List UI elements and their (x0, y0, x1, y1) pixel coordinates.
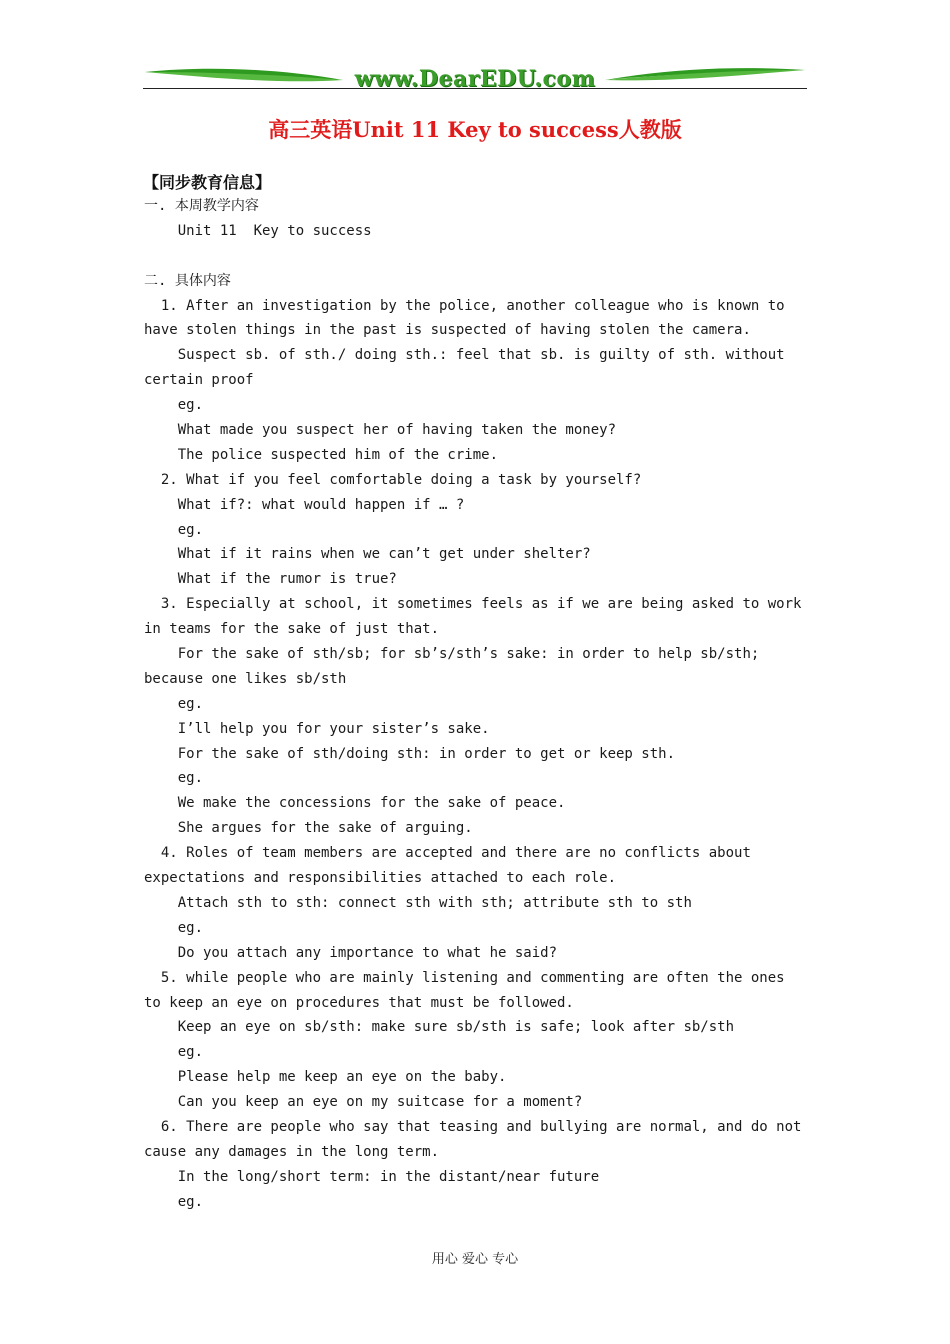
page-footer: 用心 爱心 专心 (431, 1252, 519, 1267)
text-line: The police suspected him of the crime. (144, 446, 499, 463)
document-body (144, 194, 806, 1215)
text-line: certain proof (144, 372, 254, 389)
brand-logo-text[interactable]: www.DearEDU.com (354, 66, 596, 92)
text-line: I’ll help you for your sister’s sake. (144, 720, 490, 737)
text-line: 4. Roles of team members are accepted and there are no conflicts about (144, 845, 751, 862)
text-line: because one likes sb/sth (144, 670, 347, 687)
text-line: Suspect sb. of sth./ doing sth.: feel that sb. is guilty of sth. without (144, 347, 785, 364)
document-title: 高三英语Unit 11 Key to success人教版 (268, 117, 682, 142)
text-line: Unit 11 Key to success (144, 222, 372, 239)
text-line: 一. 本周教学内容 (144, 198, 259, 214)
text-line: eg. (144, 1044, 204, 1061)
text-line: For the sake of sth/sb; for sb’s/sth’s sake: in order to help sb/sth; (144, 646, 760, 663)
text-line: 2. What if you feel comfortable doing a task by yourself? (144, 471, 642, 488)
blank-line (144, 244, 806, 269)
text-line: cause any damages in the long term. (144, 1143, 440, 1160)
text-line: to keep an eye on procedures that must be followed. (144, 994, 574, 1011)
text-line: eg. (144, 1193, 204, 1210)
text-line: expectations and responsibilities attached to each role. (144, 870, 617, 887)
text-line: in teams for the sake of just that. (144, 621, 440, 638)
text-line: eg. (144, 397, 204, 414)
text-line: Attach sth to sth: connect sth with sth; attribute sth to sth (144, 894, 692, 911)
text-line: For the sake of sth/doing sth: in order to get or keep sth. (144, 745, 676, 762)
text-line: What if?: what would happen if … ? (144, 496, 465, 513)
section-heading: 【同步教育信息】 (143, 173, 272, 192)
text-line: have stolen things in the past is suspected of having stolen the camera. (144, 322, 751, 339)
text-line: In the long/short term: in the distant/near future (144, 1168, 600, 1185)
text-line: We make the concessions for the sake of peace. (144, 795, 566, 812)
text-line: eg. (144, 521, 204, 538)
text-line: 二. 具体内容 (144, 272, 231, 289)
text-line: She argues for the sake of arguing. (144, 820, 473, 837)
text-line: eg. (144, 770, 204, 787)
text-line: What if the rumor is true? (144, 571, 397, 588)
text-line: 1. After an investigation by the police, another colleague who is known to (144, 297, 785, 314)
text-line: eg. (144, 919, 204, 936)
text-line: What made you suspect her of having taken the money? (144, 422, 617, 439)
text-line: eg. (144, 695, 204, 712)
text-line: Can you keep an eye on my suitcase for a moment? (144, 1094, 583, 1111)
site-banner (143, 62, 807, 96)
text-line: 6. There are people who say that teasing and bullying are normal, and do not (144, 1118, 802, 1135)
text-line: Do you attach any importance to what he said? (144, 944, 558, 961)
text-line: What if it rains when we can’t get under shelter? (144, 546, 591, 563)
text-line: 3. Especially at school, it sometimes feels as if we are being asked to work (144, 596, 802, 613)
text-line: Please help me keep an eye on the baby. (144, 1069, 507, 1086)
text-line: 5. while people who are mainly listening and commenting are often the ones (144, 969, 785, 986)
header-rule (143, 88, 807, 89)
text-line: Keep an eye on sb/sth: make sure sb/sth is safe; look after sb/sth (144, 1019, 735, 1036)
